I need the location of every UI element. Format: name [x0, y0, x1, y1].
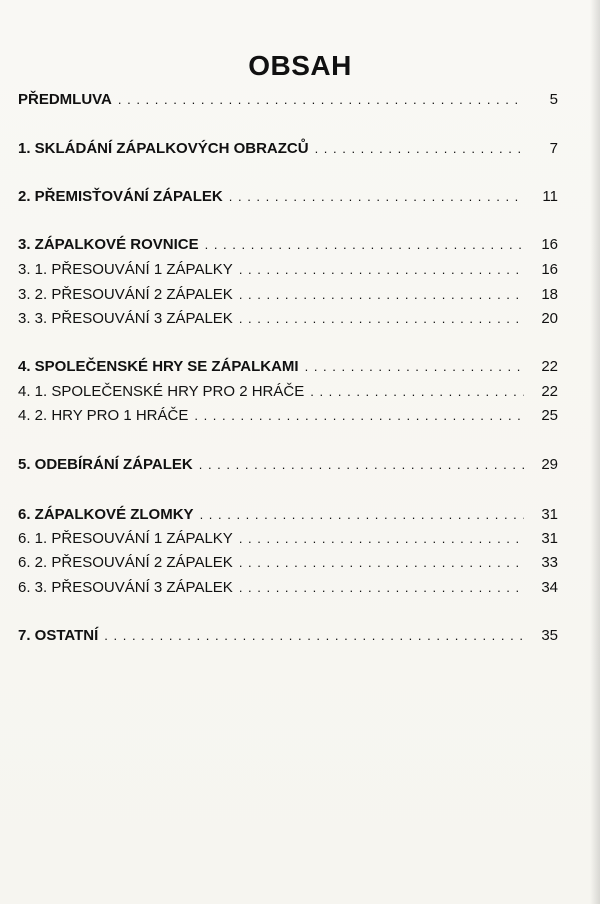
toc-leader-dots [239, 309, 524, 329]
toc-entry[interactable] [18, 455, 558, 475]
toc-leader-dots [118, 90, 524, 110]
toc-page-number: 22 [541, 358, 558, 375]
toc-entry-label: 6. 2. PŘESOUVÁNÍ 2 ZÁPALEK [18, 554, 233, 571]
toc-entry-label: 7. OSTATNÍ [18, 627, 99, 644]
toc-entry[interactable] [18, 553, 558, 573]
toc-leader-dots [239, 260, 524, 280]
toc-entry-label: 2. PŘEMISŤOVÁNÍ ZÁPALEK [18, 188, 223, 205]
toc-entry[interactable] [18, 187, 558, 207]
toc-leader-dots [205, 235, 524, 255]
toc-entry-label: 3. ZÁPALKOVÉ ROVNICE [18, 236, 199, 253]
toc-entry[interactable] [18, 626, 558, 646]
toc-leader-dots [239, 285, 524, 305]
toc-entry-label: 4. 2. HRY PRO 1 HRÁČE [18, 407, 189, 424]
toc-page-number: 31 [541, 530, 558, 547]
toc-leader-dots [239, 578, 524, 598]
toc-entry[interactable] [18, 260, 558, 280]
toc-page-number: 22 [541, 383, 558, 400]
toc-page-number: 7 [549, 140, 558, 157]
toc-entry-label: 3. 3. PŘESOUVÁNÍ 3 ZÁPALEK [18, 310, 233, 327]
toc-entry[interactable] [18, 578, 558, 598]
toc-entry[interactable] [18, 235, 558, 255]
toc-page-number: 29 [541, 456, 558, 473]
toc-page-number: 16 [541, 236, 558, 253]
toc-page-number: 25 [541, 407, 558, 424]
toc-entry-label: 4. 1. SPOLEČENSKÉ HRY PRO 2 HRÁČE [18, 383, 305, 400]
toc-page-number: 34 [541, 579, 558, 596]
toc-page-number: 35 [541, 627, 558, 644]
toc-page-number: 31 [541, 506, 558, 523]
toc-entry-label: PŘEDMLUVA [18, 91, 112, 108]
toc-entry[interactable] [18, 382, 558, 402]
toc-leader-dots [315, 139, 524, 159]
toc-entry-label: 3. 1. PŘESOUVÁNÍ 1 ZÁPALKY [18, 261, 233, 278]
toc-entry-label: 6. 3. PŘESOUVÁNÍ 3 ZÁPALEK [18, 579, 233, 596]
toc-entry[interactable] [18, 309, 558, 329]
toc-entry[interactable] [18, 285, 558, 305]
toc-page-number: 16 [541, 261, 558, 278]
toc-entry[interactable] [18, 529, 558, 549]
toc-leader-dots [194, 406, 524, 426]
toc-entry[interactable] [18, 406, 558, 426]
toc-leader-dots [305, 357, 524, 377]
toc-entry-label: 4. SPOLEČENSKÉ HRY SE ZÁPALKAMI [18, 358, 299, 375]
toc-leader-dots [199, 455, 524, 475]
toc-page-number: 18 [541, 286, 558, 303]
toc-leader-dots [200, 505, 524, 525]
toc-entry-label: 6. 1. PŘESOUVÁNÍ 1 ZÁPALKY [18, 530, 233, 547]
toc-entry-label: 3. 2. PŘESOUVÁNÍ 2 ZÁPALEK [18, 286, 233, 303]
toc-leader-dots [229, 187, 524, 207]
toc-leader-dots [310, 382, 524, 402]
toc-entry[interactable] [18, 139, 558, 159]
toc-page-number: 5 [549, 91, 558, 108]
toc-page-number: 20 [541, 310, 558, 327]
toc-page-number: 33 [541, 554, 558, 571]
toc-entry[interactable] [18, 357, 558, 377]
toc-page-number: 11 [542, 188, 558, 205]
toc-entry[interactable] [18, 90, 558, 110]
toc-leader-dots [239, 553, 524, 573]
toc-entry-label: 5. ODEBÍRÁNÍ ZÁPALEK [18, 456, 193, 473]
toc-leader-dots [239, 529, 524, 549]
toc-entry-label: 1. SKLÁDÁNÍ ZÁPALKOVÝCH OBRAZCŮ [18, 140, 309, 157]
toc-entry[interactable] [18, 505, 558, 525]
toc-leader-dots [104, 626, 524, 646]
toc-entry-label: 6. ZÁPALKOVÉ ZLOMKY [18, 506, 194, 523]
page-edge-shadow [590, 0, 600, 904]
page-title: OBSAH [248, 50, 352, 81]
